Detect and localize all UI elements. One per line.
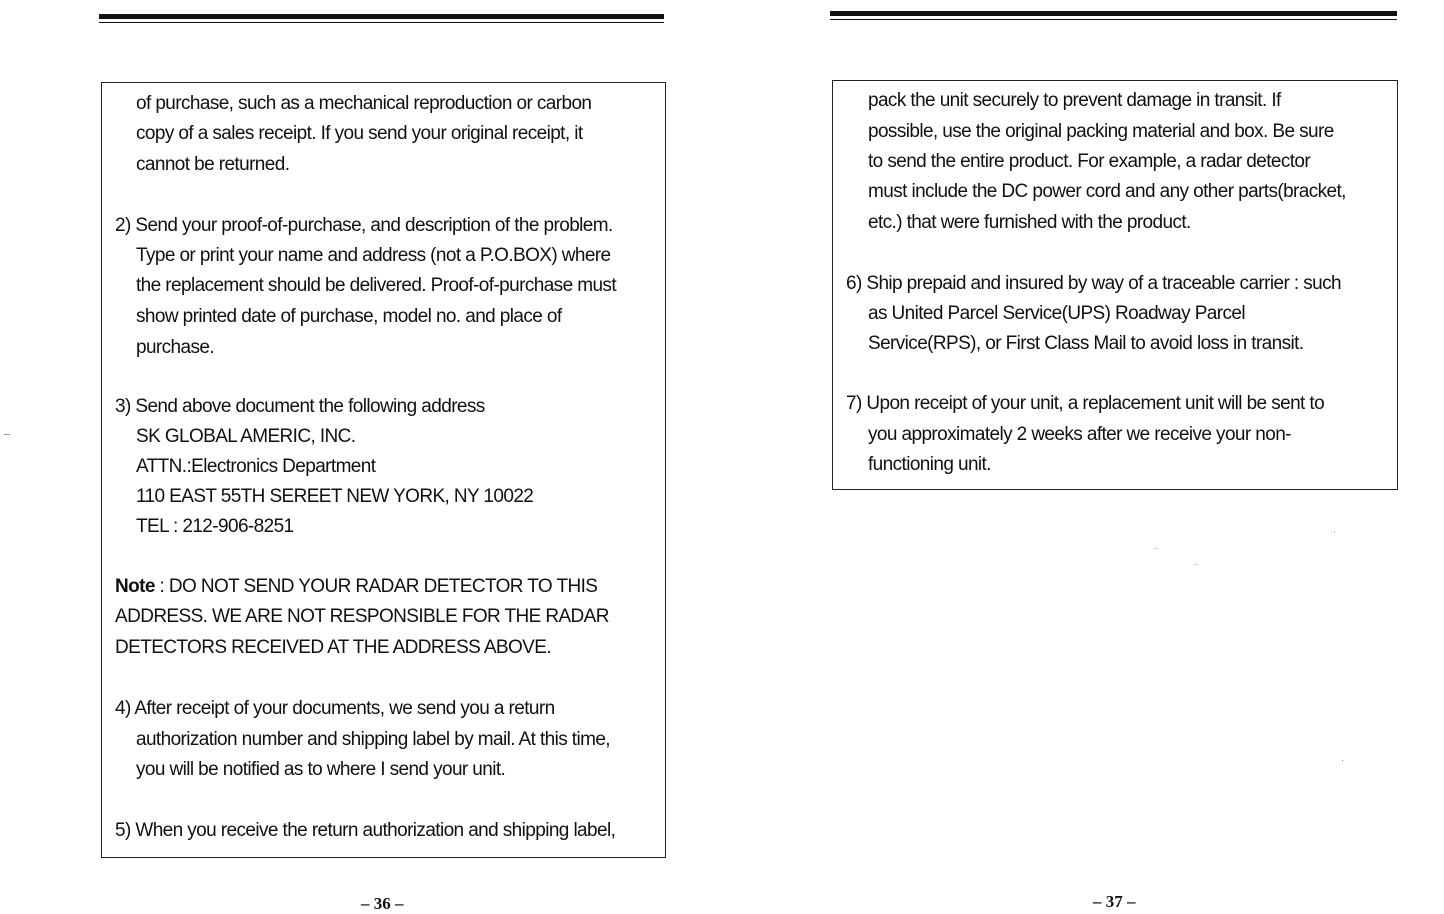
note-text: : DO NOT SEND YOUR RADAR DETECTOR TO THIS	[154, 576, 598, 597]
scan-speck	[1196, 564, 1197, 565]
note-label: Note	[115, 576, 155, 597]
right-line-4: must include the DC power cord and any other parts(bracket,	[868, 181, 1346, 202]
left-line-15: ADDRESS. WE ARE NOT RESPONSIBLE FOR THE RADAR	[115, 606, 609, 627]
left-line-5: Type or print your name and address (not a P.O.BOX) where	[136, 245, 611, 266]
left-line-19: you will be notified as to where I send your unit.	[136, 759, 506, 780]
left-line-18: authorization number and shipping label by mail. At this time,	[136, 729, 610, 750]
right-line-1: pack the unit securely to prevent damage in transit. If	[868, 90, 1281, 111]
left-line-11: ATTN.:Electronics Department	[136, 456, 376, 477]
right-line-8: Service(RPS), or First Class Mail to avoid loss in transit.	[868, 333, 1304, 354]
left-page-number: – 36 –	[361, 894, 404, 913]
left-line-9: 3) Send above document the following address	[115, 396, 485, 417]
left-line-8: purchase.	[136, 337, 215, 358]
scan-speck	[1156, 548, 1157, 549]
right-line-11: functioning unit.	[868, 454, 991, 475]
left-line-16: DETECTORS RECEIVED AT THE ADDRESS ABOVE.	[115, 637, 551, 658]
left-line-6: the replacement should be delivered. Proof-of-purchase must	[136, 275, 616, 296]
right-line-6: 6) Ship prepaid and insured by way of a traceable carrier : such	[846, 273, 1341, 294]
right-header-rule-thick	[830, 11, 1397, 16]
note-line	[115, 576, 597, 598]
left-line-1: of purchase, such as a mechanical reproduction or carbon	[136, 93, 592, 114]
left-line-17: 4) After receipt of your documents, we send you a return	[115, 698, 555, 719]
scan-speck	[1334, 532, 1335, 533]
right-line-9: 7) Upon receipt of your unit, a replacement unit will be sent to	[846, 393, 1325, 414]
left-line-4: 2) Send your proof-of-purchase, and description of the problem.	[115, 215, 613, 236]
left-line-13: TEL : 212-906-8251	[136, 516, 294, 537]
left-line-2: copy of a sales receipt. If you send your original receipt, it	[136, 123, 583, 144]
right-page-number: – 37 –	[1093, 892, 1136, 911]
left-line-20: 5) When you receive the return authorization and shipping label,	[115, 820, 616, 841]
scan-speck	[4, 434, 10, 435]
left-line-10: SK GLOBAL AMERIC, INC.	[136, 426, 356, 447]
right-header-rule-thin	[830, 19, 1397, 20]
left-header-rule-thin	[99, 22, 664, 23]
left-line-12: 110 EAST 55TH SEREET NEW YORK, NY 10022	[136, 486, 534, 507]
scan-speck	[1342, 760, 1343, 761]
left-line-3: cannot be returned.	[136, 154, 290, 175]
right-line-3: to send the entire product. For example, a radar detector	[868, 151, 1311, 172]
left-line-7: show printed date of purchase, model no. and place of	[136, 306, 562, 327]
right-line-5: etc.) that were furnished with the product.	[868, 212, 1191, 233]
right-line-2: possible, use the original packing material and box. Be sure	[868, 121, 1334, 142]
right-line-10: you approximately 2 weeks after we receive your non-	[868, 424, 1291, 445]
right-line-7: as United Parcel Service(UPS) Roadway Parcel	[868, 303, 1245, 324]
left-header-rule-thick	[99, 14, 664, 19]
